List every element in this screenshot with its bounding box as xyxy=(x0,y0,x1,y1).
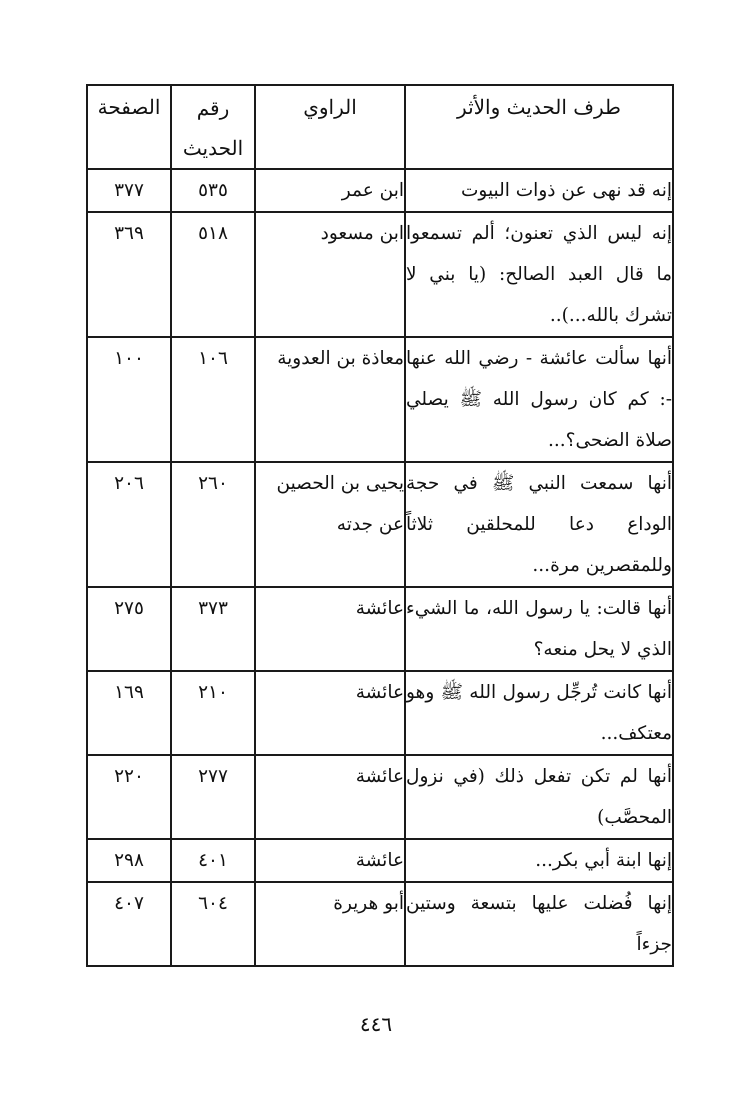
page-ref: ١٠٠ xyxy=(87,337,171,462)
hadith-text: أنها سألت عائشة - رضي الله عنها -: كم كان رسول الله ﷺ يصلي صلاة الضحى؟... xyxy=(405,337,673,462)
narrator: عائشة xyxy=(255,671,405,755)
hadith-number: ٢٧٧ xyxy=(171,755,255,839)
table-body xyxy=(87,169,673,966)
header-row xyxy=(87,85,673,169)
table-row xyxy=(87,671,673,755)
page-ref: ٣٧٧ xyxy=(87,169,171,212)
table-row xyxy=(87,839,673,882)
narrator: عائشة xyxy=(255,755,405,839)
narrator: عائشة xyxy=(255,839,405,882)
narrator: أبو هريرة xyxy=(255,882,405,966)
table-row xyxy=(87,755,673,839)
hadith-text: أنها سمعت النبي ﷺ في حجة الوداع دعا للمحلقين ثلاثاً وللمقصرين مرة... xyxy=(405,462,673,587)
hadith-text: أنها لم تكن تفعل ذلك (في نزول المحصَّب) xyxy=(405,755,673,839)
hadith-text: إنه قد نهى عن ذوات البيوت xyxy=(405,169,673,212)
page-ref: ٢٠٦ xyxy=(87,462,171,587)
hadith-number: ٥١٨ xyxy=(171,212,255,337)
table-row xyxy=(87,169,673,212)
hadith-number: ١٠٦ xyxy=(171,337,255,462)
narrator: ابن مسعود xyxy=(255,212,405,337)
hadith-number: ٢١٠ xyxy=(171,671,255,755)
table-row xyxy=(87,882,673,966)
table-row xyxy=(87,462,673,587)
page-ref: ٣٦٩ xyxy=(87,212,171,337)
page-ref: ٢٢٠ xyxy=(87,755,171,839)
hadith-number: ٥٣٥ xyxy=(171,169,255,212)
page-ref: ٤٠٧ xyxy=(87,882,171,966)
header-hadith-number: رقم الحديث xyxy=(171,85,255,169)
header-narrator: الراوي xyxy=(255,85,405,169)
header-hadith-text: طرف الحديث والأثر xyxy=(405,85,673,169)
hadith-text: أنها قالت: يا رسول الله، ما الشيء الذي لا يحل منعه؟ xyxy=(405,587,673,671)
page-number: ٤٤٦ xyxy=(359,1012,393,1036)
hadith-number: ٤٠١ xyxy=(171,839,255,882)
table-row xyxy=(87,587,673,671)
page-ref: ٢٧٥ xyxy=(87,587,171,671)
page-ref: ٢٩٨ xyxy=(87,839,171,882)
table-row xyxy=(87,337,673,462)
page-ref: ١٦٩ xyxy=(87,671,171,755)
narrator: عائشة xyxy=(255,587,405,671)
table-row xyxy=(87,212,673,337)
hadith-text: إنه ليس الذي تعنون؛ ألم تسمعوا ما قال العبد الصالح: (يا بني لا تشرك بالله...).. xyxy=(405,212,673,337)
hadith-number: ٣٧٣ xyxy=(171,587,255,671)
hadith-number: ٦٠٤ xyxy=(171,882,255,966)
hadith-number: ٢٦٠ xyxy=(171,462,255,587)
narrator: ابن عمر xyxy=(255,169,405,212)
hadith-text: إنها فُضلت عليها بتسعة وستين جزءاً xyxy=(405,882,673,966)
hadith-index-table xyxy=(86,84,674,967)
narrator: معاذة بن العدوية xyxy=(255,337,405,462)
narrator: يحيى بن الحصين عن جدته xyxy=(255,462,405,587)
hadith-text: إنها ابنة أبي بكر... xyxy=(405,839,673,882)
header-page: الصفحة xyxy=(87,85,171,169)
hadith-text: أنها كانت تُرجِّل رسول الله ﷺ وهو معتكف... xyxy=(405,671,673,755)
